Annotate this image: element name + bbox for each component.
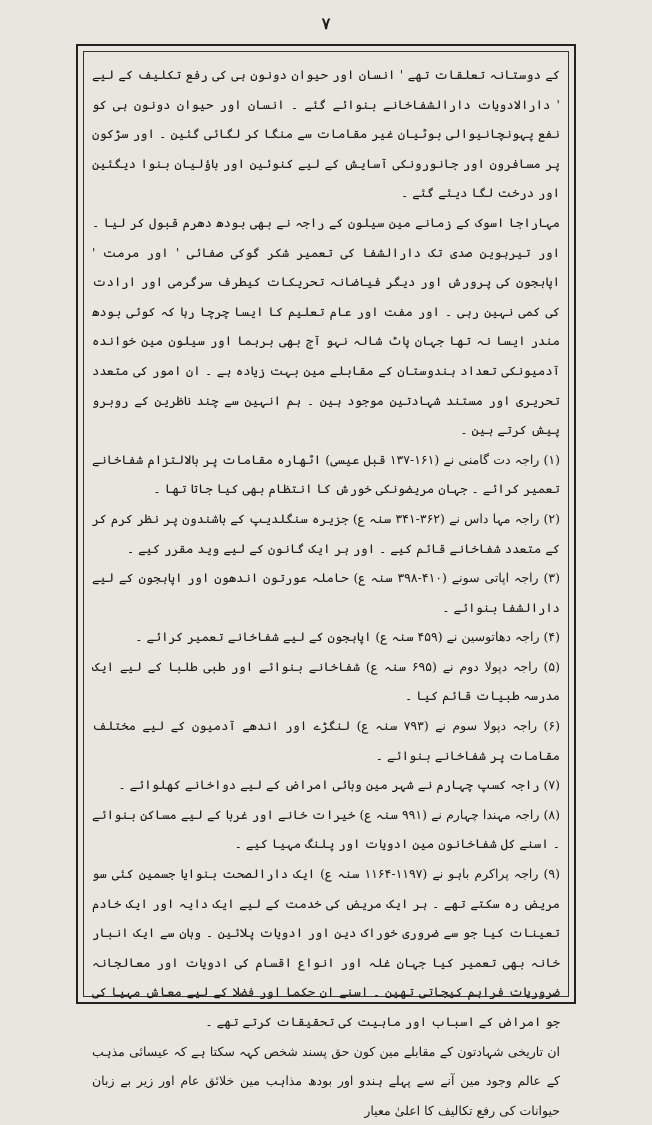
closing-paragraph: ان تاریخی شہادتون کے مقابلے مین کون حق پسند شخص کہہ سکتا ہے کہ عیسائی مذہب کے عالم وجود مین آنے سے پہلے ہندو اور بودھ مذاہب مین خلائق عام اور زیر بے زبان حیوانات کی رفع تکالیف کا اعلیٰ معیار	[92, 1043, 560, 1118]
list-item: (۵) راجہ دپولا دوم نے (۶۹۵ سنہ ع) شفاخانے بنوائے اور طبی طلبا کے لیے ایک مدرسہ طبیات قائم کیا ۔	[92, 658, 560, 704]
page-border	[76, 44, 576, 1118]
inner-border	[83, 51, 569, 1118]
list-item: (۹) راجہ پراکرم باہو نے (۱۱۹۷-۱۱۶۴ سنہ ع) ایک دارالصحت بنوایا جسمین کئی سو مریض رہ سکتے تھے ۔ ہر ایک مریض کی خدمت کے لیے ایک دایہ اور ایک خادم تعینات کیا جو سے ضروری خوراک دین اور ادویات پلائین ۔ وہان سے ایک انبار خانہ بھی تعمیر کیا جہان غلہ اور انواع اقسام کی ادویات اور معالجانہ ضروریات فراہم کیجاتی تھین ۔ اسنے ان حکما اور فضلا کے لیے معاش مہیا کی جو امراض کے اسباب اور ماہیت کی تحقیقات کرتے تھے ۔	[92, 866, 560, 1029]
list-item: (۶) راجہ دپولا سوم نے (۷۹۳ سنہ ع) لنگڑے اور اندھے آدمیون کے لیے مختلف مقامات پر شفاخانے بنوائے ۔	[92, 718, 560, 763]
list-item: (۲) راجہ مہا داس نے (۳۶۲-۳۴۱ سنہ ع) جزیرہ سنگلدیپ کے باشندون پر نظر کرم کر کے متعدد شفاخانے قائم کیے ۔ اور ہر ایک گانون کے لیے وید مقرر کیے ۔	[92, 510, 560, 556]
list-item: (۳) راجہ اپاتی سونے (۴۱۰-۳۹۸ سنہ ع) حاملہ عورتون اندھون اور اپاہجون کے لیے دارالشفا بنوائے ۔	[92, 570, 560, 615]
list-item: (۸) راجہ مہندا چہارم نے (۹۹۱ سنہ ع) خیرات خانے اور غربا کے لیے مساکن بنوائے ۔ اسنے کل شفاخانون مین ادویات اور پلنگ مہیا کیے ۔	[92, 806, 560, 852]
paragraph: کے دوستانہ تعلقات تھے ' انسان اور حیوان دونون ہی کی رفع تکلیف کے لیے ' دارالادویات دارالشفاخانے بنوائے گئے ۔ انسان اور حیوان دونون ہی کو نفع پہونچانیوالی بوٹیان غیر مقامات سے منگا کر لگائی گئین ۔ اور سڑکون پر مسافرون اور جانورونکی آسایش کے لیے کنوئین اور باؤلیان بنوا دیگئین اور درخت لگا دیئے گئے ۔	[92, 67, 560, 201]
list-item: (۷) راجہ کسپ چہارم نے شہر مین وبائی امراض کے لیے دواخانے کھلوائے ۔	[118, 777, 560, 793]
page-number: ۷	[321, 14, 331, 33]
body-text	[92, 60, 560, 1118]
paragraph: مہاراجا اسوک کے زمانے مین سیلون کے راجہ نے بھی بودھ دھرم قبول کر لیا ۔ اور تیرہوین صدی تک دارالشفا کی تعمیر شکر گوکی صفائی ' اور مرمت ' اپاہجون کی پرورش اور دیگر فیاضانہ تحریکات کیطرف سرگرمی اور ارادت کی کمی نہین رہی ۔ اور مفت اور عام تعلیم کا ایسا چرچا رہا کہ کوئی بودھ مندر ایسا نہ تھا جہان پاٹ شالہ نہو آج بھی برہما اور سیلون مین خواندہ آدمیونکی تعداد ہندوستان کے مقابلے مین بہت زیادہ ہے ۔ ان امور کی متعدد تحریری اور مستند شہادتین موجود ہین ۔ ہم انہین سے چند ناظرین کے روبرو پیش کرتے ہین ۔	[92, 214, 560, 438]
list-item: (۴) راجہ دھاتوسین نے (۴۵۹ سنہ ع) اپاہجون کے لیے شفاخانے تعمیر کرائے ۔	[135, 629, 560, 645]
list-item: (۱) راجہ دت گامنی نے (۱۶۱-۱۳۷ قبل عیسی) اٹھارہ مقامات پر بالالتزام شفاخانے تعمیر کرائے ۔ جہان مریضونکی خورش کا انتظام بھی کیا جاتا تھا ۔	[92, 451, 560, 497]
